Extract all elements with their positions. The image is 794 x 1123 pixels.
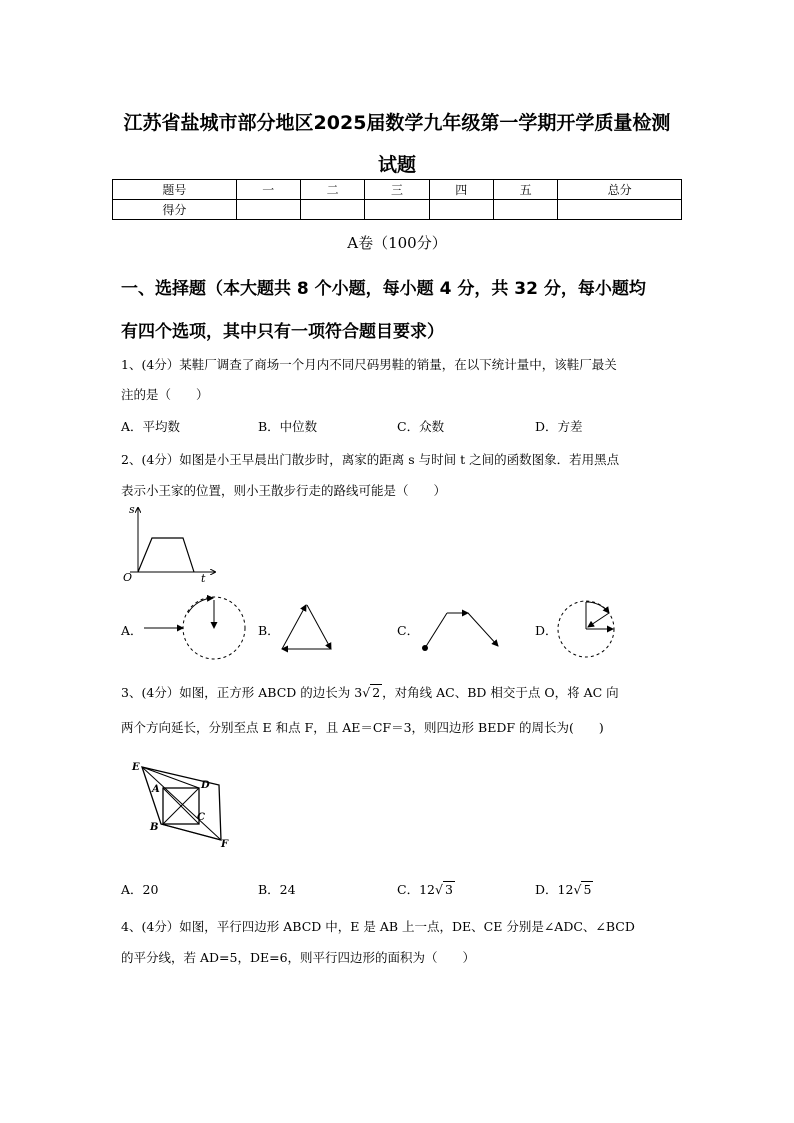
point-label: E: [132, 762, 140, 773]
route-segment: [425, 613, 447, 648]
sqrt-expression: √ 3: [434, 882, 453, 897]
q3-rhombus-figure: [130, 758, 240, 853]
section1-heading-line1: 一、选择题（本大题共 8 个小题，每小题 4 分，共 32 分，每小题均: [121, 279, 646, 299]
graph-origin-label: O: [123, 571, 133, 584]
score-table-header-row: [113, 180, 682, 200]
q2-text-line1: 2、(4分）如图是小王早晨出门散步时，离家的距离 s 与时间 t 之间的函数图象．若用黑点: [121, 452, 620, 467]
score-table-header-cell: 题号: [113, 180, 237, 200]
arc-arrow: [586, 602, 609, 613]
q3-text-line2: 两个方向延长，分别至点 E 和点 F，且 AE＝CF＝3，则四边形 BEDF 的周长为( ): [121, 720, 604, 735]
score-table-row-label: 得分: [113, 200, 237, 220]
score-table-header-cell: 一: [236, 180, 300, 200]
q2-option-b-figure: [278, 600, 338, 655]
score-cell[interactable]: [429, 200, 493, 220]
point-label: F: [221, 839, 229, 850]
q3-option-d-label: D．12: [535, 882, 574, 897]
q3-text-pre: 3、(4分）如图，正方形 ABCD 的边长为 3: [121, 685, 363, 700]
score-table-header-cell: 三: [365, 180, 429, 200]
q2-option-b[interactable]: B．: [258, 623, 280, 638]
q1-option-d[interactable]: D．方差: [535, 419, 583, 434]
q3-text-post: ，对角线 AC、BD 相交于点 O，将 AC 向: [382, 685, 619, 700]
sqrt-expression: √ 5: [573, 882, 592, 897]
route-segment: [468, 613, 498, 646]
score-table-score-row: [113, 200, 682, 220]
score-cell[interactable]: [365, 200, 429, 220]
q2-option-d[interactable]: D．: [535, 623, 558, 638]
graph-x-label: t: [201, 572, 206, 585]
q3-option-b[interactable]: B．24: [258, 882, 296, 897]
return-arrow: [588, 613, 609, 627]
q2-option-a-figure: [140, 594, 250, 664]
q1-text-line2: 注的是（ ）: [121, 387, 209, 402]
q3-text-line1: [121, 683, 619, 701]
score-cell[interactable]: [236, 200, 300, 220]
q3-option-c[interactable]: [397, 880, 455, 898]
document-title-line2: 试题: [377, 154, 416, 176]
point-label: D: [201, 780, 210, 791]
q3-option-c-label: C．12: [397, 882, 435, 897]
point-label: B: [150, 822, 159, 833]
score-table-header-cell: 五: [493, 180, 557, 200]
q4-text-line2: 的平分线，若 AD=5，DE=6，则平行四边形的面积为（ ）: [121, 950, 476, 965]
triangle-side-arrow: [307, 605, 331, 649]
q3-option-d[interactable]: [535, 880, 593, 898]
q1-text-line1: 1、(4分）某鞋厂调查了商场一个月内不同尺码男鞋的销量，在以下统计量中，该鞋厂最关: [121, 357, 617, 372]
segment: [142, 767, 199, 788]
q2-option-c-figure: [418, 603, 503, 658]
point-label: A: [152, 784, 160, 795]
sqrt-radicand: 3: [444, 882, 453, 897]
q2-distance-time-graph: [115, 500, 225, 590]
score-cell[interactable]: [558, 200, 682, 220]
sqrt-radicand: 5: [583, 882, 592, 897]
point-label: C: [197, 812, 205, 823]
distance-curve: [138, 538, 194, 572]
score-cell[interactable]: [493, 200, 557, 220]
q1-option-c[interactable]: C．众数: [397, 419, 445, 434]
q2-option-d-figure: [555, 598, 620, 663]
graph-y-label: s: [129, 503, 135, 516]
score-table-header-cell: 四: [429, 180, 493, 200]
q2-option-a[interactable]: A．: [121, 623, 143, 638]
arc-arrow: [188, 598, 213, 613]
score-table-header-cell: 总分: [558, 180, 682, 200]
score-table: [112, 179, 682, 220]
q2-option-c[interactable]: C．: [397, 623, 420, 638]
q4-text-line1: 4、(4分）如图，平行四边形 ABCD 中，E 是 AB 上一点，DE、CE 分别是∠ADC、∠BCD: [121, 919, 635, 934]
sqrt-expression: √ 2: [362, 685, 381, 700]
q2-text-line2: 表示小王家的位置，则小王散步行走的路线可能是（ ）: [121, 483, 447, 498]
q3-option-a[interactable]: A．20: [121, 882, 159, 897]
q1-option-b[interactable]: B．中位数: [258, 419, 318, 434]
score-cell[interactable]: [300, 200, 364, 220]
sqrt-radicand: 2: [372, 685, 381, 700]
part-a-heading: A卷（100分）: [347, 234, 447, 252]
score-table-header-cell: 二: [300, 180, 364, 200]
document-title-line1: 江苏省盐城市部分地区2025届数学九年级第一学期开学质量检测: [123, 112, 671, 134]
section1-heading-line2: 有四个选项，其中只有一项符合题目要求）: [121, 322, 444, 342]
q1-option-a[interactable]: A．平均数: [121, 419, 181, 434]
triangle-side-arrow: [282, 605, 306, 649]
